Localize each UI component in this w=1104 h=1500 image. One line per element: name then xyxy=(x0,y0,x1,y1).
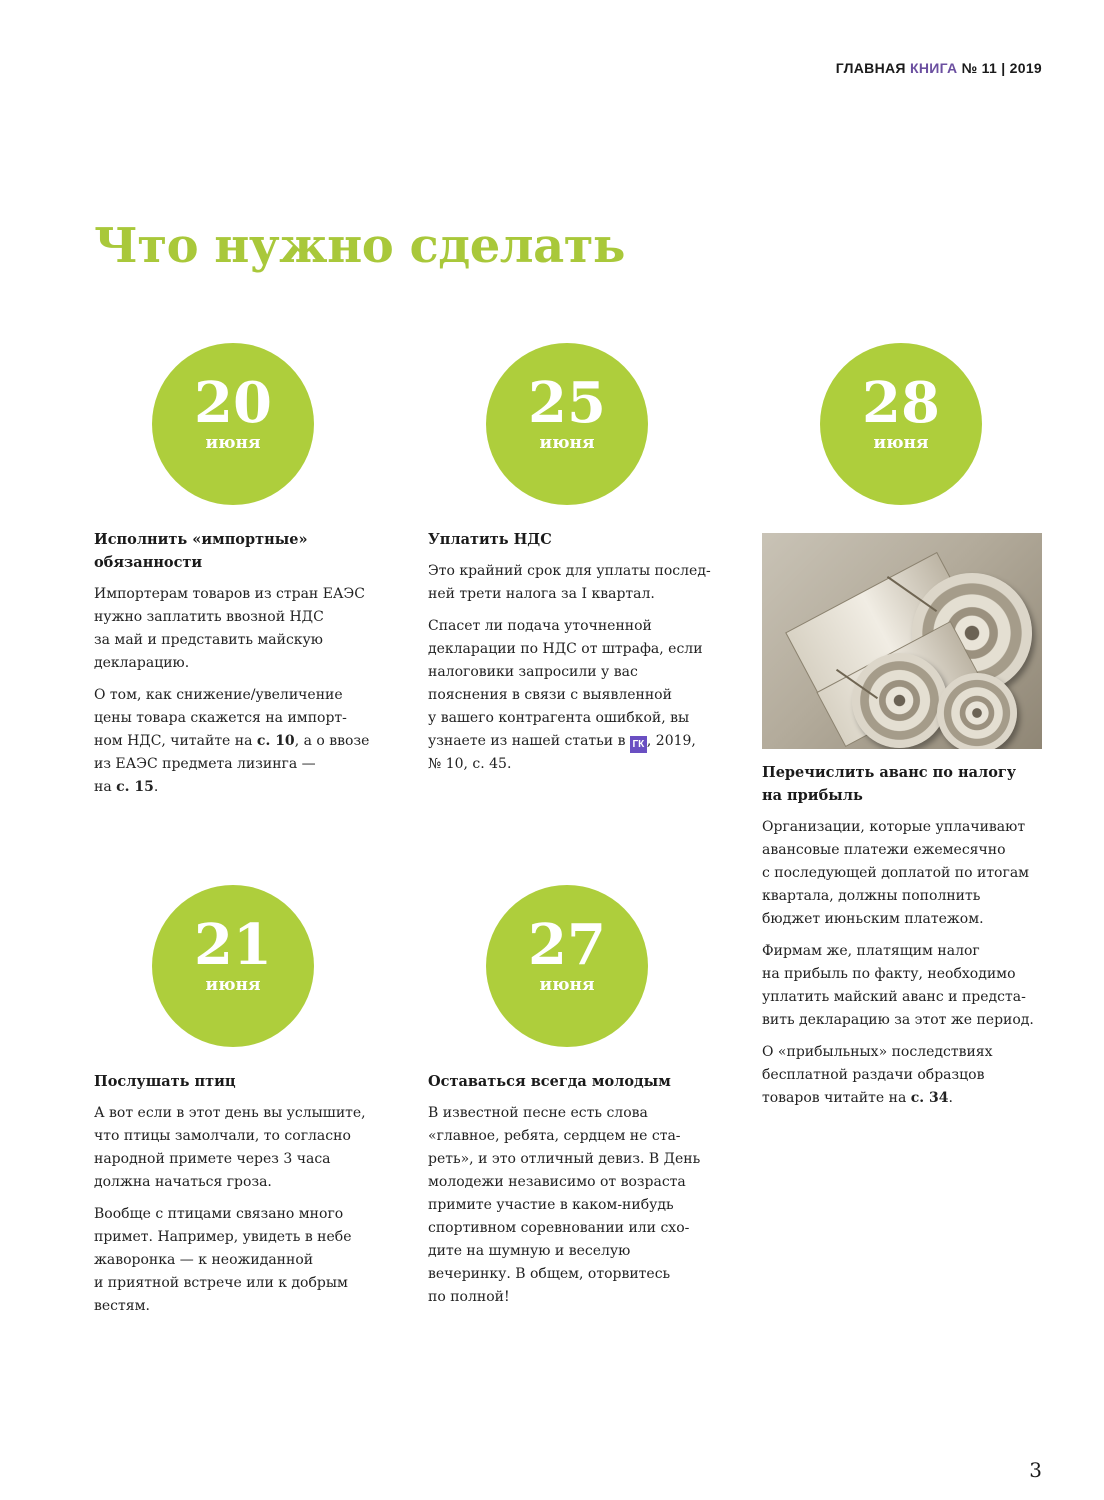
page-number: 3 xyxy=(1029,1458,1042,1482)
event-paragraph: Это крайний срок для уплаты послед- ней трети налога за I квартал. xyxy=(428,563,711,602)
event-june-28 xyxy=(762,343,1052,1119)
event-paragraph: Спасет ли подача уточненной декларации по НДС от штрафа, если налоговики запросили у вас пояснения в связи с выявленной у вашего контрагента ошибкой, вы узнаете из нашей статьи в ГК , 2019, № 10, с. 45. xyxy=(428,618,703,772)
date-day: 21 xyxy=(194,912,272,978)
event-heading: Исполнить «импортные» обязанности xyxy=(94,531,308,571)
event-heading: Уплатить НДС xyxy=(428,531,552,548)
money-rolls-photo xyxy=(762,533,1042,749)
gk-magazine-icon[interactable]: ГК xyxy=(630,736,647,753)
page-reference[interactable]: с. 15 xyxy=(116,779,154,795)
page-title: Что нужно сделать xyxy=(94,218,626,274)
event-june-27 xyxy=(428,885,718,1318)
event-heading: Перечислить аванс по налогу на прибыль xyxy=(762,764,1017,804)
event-paragraph: О «прибыльных» последствиях бесплатной раздачи образцов товаров читайте на с. 34. xyxy=(762,1044,993,1106)
event-heading: Оставаться всегда молодым xyxy=(428,1073,671,1090)
event-june-21 xyxy=(94,885,384,1327)
event-paragraph: Организации, которые уплачивают авансовые платежи ежемесячно с последующей доплатой по итогам квартала, должны пополнить бюджет июньским платежом. xyxy=(762,819,1030,927)
date-day: 20 xyxy=(194,370,272,436)
event-june-20 xyxy=(94,343,384,808)
page-reference[interactable]: с. 10 xyxy=(256,733,295,749)
date-circle xyxy=(152,343,314,505)
date-day: 27 xyxy=(528,912,606,978)
page-reference[interactable]: с. 34 xyxy=(910,1090,949,1106)
brand-name: ГЛАВНАЯ xyxy=(835,60,906,76)
date-month: июня xyxy=(205,975,261,995)
event-paragraph: Фирмам же, платящим налог на прибыль по факту, необходимо уплатить майский аванс и предста- вить декларацию за этот же период. xyxy=(762,943,1034,1028)
date-circle xyxy=(486,885,648,1047)
event-paragraph: А вот если в этот день вы услышите, что птицы замолчали, то согласно народной примете через 3 часа должна начаться гроза. xyxy=(94,1105,366,1190)
event-paragraph: О том, как снижение/увеличение цены товара скажется на импорт- ном НДС, читайте на с. 10, а о ввозе из ЕАЭС предмета лизинга — на с. 15. xyxy=(94,687,370,795)
date-circle xyxy=(820,343,982,505)
brand-name-accent: КНИГА xyxy=(909,60,958,76)
date-month: июня xyxy=(539,433,595,453)
running-header xyxy=(836,60,1042,76)
event-heading: Послушать птиц xyxy=(94,1073,236,1090)
event-paragraph: В известной песне есть слова «главное, ребята, сердцем не ста- реть», и это отличный девиз. В День молодежи независимо от возраста примите участие в каком-нибудь спортивном соревновании или схо- дите на шумную и веселую вечеринку. В общем, оторвитесь по полной! xyxy=(428,1105,701,1305)
date-month: июня xyxy=(205,433,261,453)
date-day: 28 xyxy=(862,370,940,436)
date-month: июня xyxy=(539,975,595,995)
event-june-25 xyxy=(428,343,718,785)
date-circle xyxy=(486,343,648,505)
issue-number: № 11 | 2019 xyxy=(961,60,1042,76)
event-paragraph: Импортерам товаров из стран ЕАЭС нужно заплатить ввозной НДС за май и представить майскую декларацию. xyxy=(94,586,365,671)
date-day: 25 xyxy=(528,370,606,436)
date-month: июня xyxy=(873,433,929,453)
date-circle xyxy=(152,885,314,1047)
event-paragraph: Вообще с птицами связано много примет. Например, увидеть в небе жаворонка — к неожиданной и приятной встрече или к добрым вестям. xyxy=(94,1206,352,1314)
